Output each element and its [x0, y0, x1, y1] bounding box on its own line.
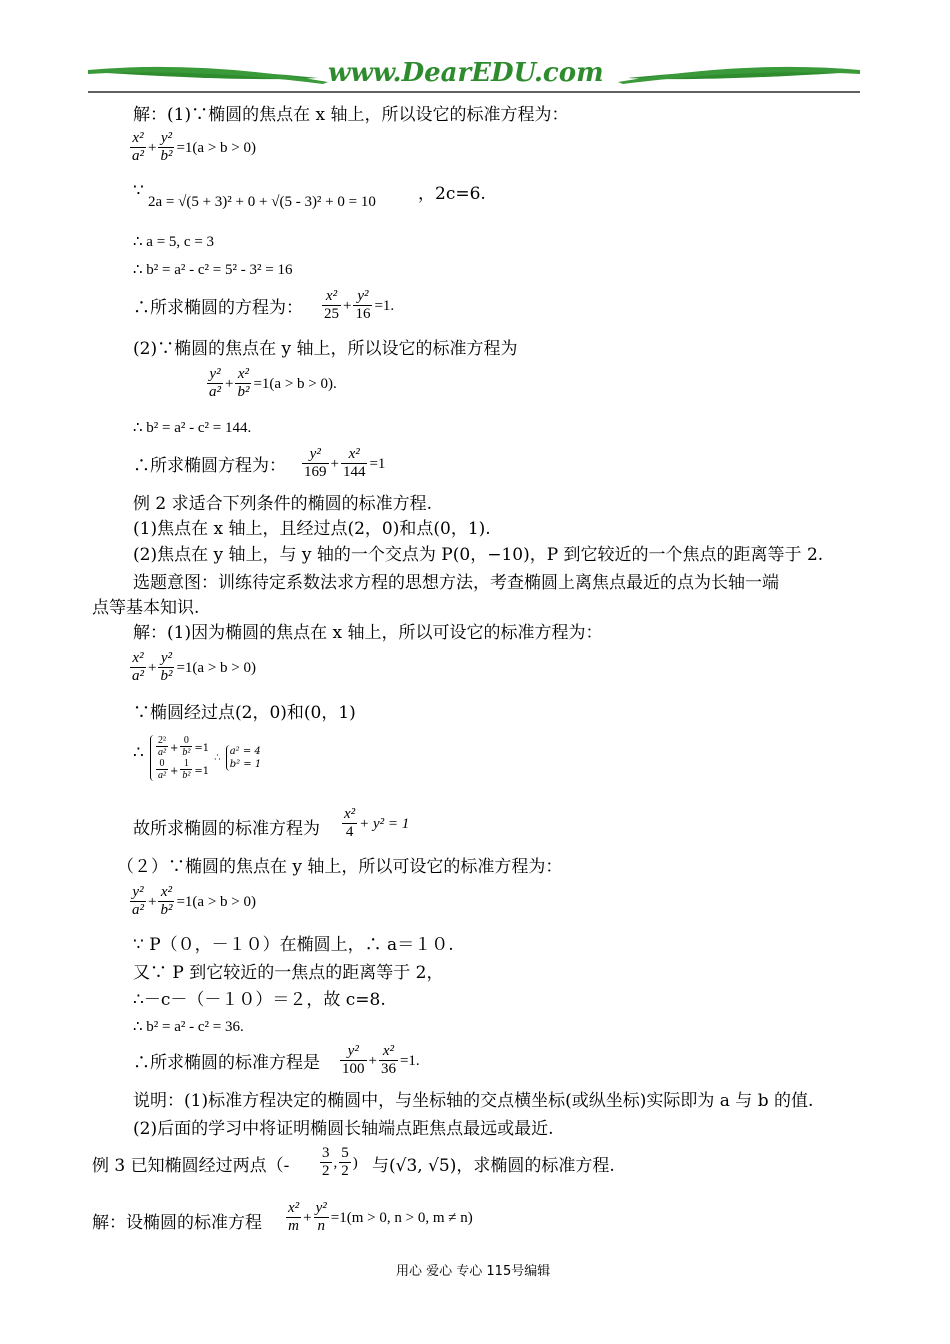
eq-2c: ，2c=6. [418, 184, 486, 204]
intent-line-1: 选题意图：训练待定系数法求方程的思想方法，考查椭圆上离焦点最近的点为长轴一端 [133, 573, 779, 593]
because-symbol: ∵ [133, 181, 144, 201]
c-value: ∴－c－（－１０）＝２，故 c=8. [133, 990, 386, 1010]
result-2-equation: $\frac{\text{y²}}{169}$ + $\frac{\text{x²}}{144}$ =1 [304, 446, 386, 480]
eq-b-squared-144: ∴ b² = a² - c² = 144. [133, 420, 252, 436]
note-1: 说明：(1)标准方程决定的椭圆中，与坐标轴的交点横坐标(或纵坐标)实际即为 a 与 b 的值. [133, 1091, 814, 1111]
eq-2a-distance: 2a = √(5 + 3)² + 0 + √(5 - 3)² + 0 = 10 [148, 194, 376, 210]
intent-line-2: 点等基本知识. [92, 598, 200, 618]
page-footer: 用心 爱心 专心 115号编辑 [396, 1264, 551, 1279]
result-1-label: ∴所求椭圆的方程为： [133, 298, 303, 318]
points-statement: ∵椭圆经过点(2，0)和(0，1) [133, 703, 356, 723]
example-2-title: 例 2 求适合下列条件的椭圆的标准方程. [133, 494, 433, 514]
eq-mn-form: $\frac{\text{x²}}{m}$ + $\frac{\text{y²}}{n}$ =1(m > 0, n > 0, m ≠ n) [288, 1200, 473, 1234]
site-header-banner [88, 58, 860, 98]
point-p-on-ellipse: ∵ P（０，－１０）在椭圆上，∴ a＝１０. [133, 935, 454, 955]
result-ex2-1-equation: $\frac{\text{x²}}{4}$ + y² = 1 [344, 806, 410, 840]
eq-b-squared-16: ∴ b² = a² - c² = 5² - 3² = 16 [133, 262, 293, 278]
result-ex2-1-label: 故所求椭圆的标准方程为 [133, 819, 320, 839]
solution-1-intro: 解：(1)∵椭圆的焦点在 x 轴上，所以设它的标准方程为： [133, 105, 569, 125]
solution-ex2-intro: 解：(1)因为椭圆的焦点在 x 轴上，所以可设它的标准方程为： [133, 623, 603, 643]
solution-ex3-lead: 解：设椭圆的标准方程 [92, 1213, 262, 1233]
example-2-part-1: (1)焦点在 x 轴上，且经过点(2，0)和点(0，1). [133, 519, 491, 539]
eq-standard-form-y: $\frac{\text{y²}}{\text{a²}}$ + $\frac{\text{x²}}{\text{b²}}$ =1(a > b > 0). [209, 366, 337, 400]
result-1-equation: $\frac{\text{x²}}{25}$ + $\frac{\text{y²}}{16}$ =1. [324, 288, 395, 322]
eq-standard-form-x-2: $\frac{\text{x²}}{\text{a²}}$ + $\frac{\text{y²}}{\text{b²}}$ =1(a > b > 0) [132, 650, 256, 684]
solution-2-intro: (2)∵椭圆的焦点在 y 轴上，所以设它的标准方程为 [133, 339, 518, 359]
site-logo-text: www.DearEDU.com [328, 58, 604, 88]
eq-standard-form-x: $\frac{\text{x²}}{\text{a²}}$ + $\frac{\text{y²}}{\text{b²}}$ =1(a > b > 0) [132, 130, 256, 164]
eq-b-squared-36: ∴ b² = a² - c² = 36. [133, 1019, 244, 1035]
result-2-label: ∴所求椭圆方程为： [133, 456, 286, 476]
equation-system: $\frac{\text{2²}}{\text{a²}}$ + $\frac{0}{\text{b²}}$ =1 $\frac{0}{\text{a²}}$ + $\frac{1}{\text{b²}}$ =1 ∴ a² = 4 b² = 1 [150, 735, 261, 781]
example-3-lead: 例 3 已知椭圆经过两点（- [92, 1156, 290, 1176]
example-3-tail: 与(√3, √5)，求椭圆的标准方程. [372, 1156, 615, 1176]
therefore-symbol: ∴ [133, 743, 144, 763]
result-ex2-2-label: ∴所求椭圆的标准方程是 [133, 1053, 320, 1073]
result-ex2-2-equation: $\frac{\text{y²}}{100}$ + $\frac{\text{x²}}{36}$ =1. [342, 1043, 420, 1077]
eq-a-c-values: ∴ a = 5, c = 3 [133, 234, 215, 250]
example-2-part-2: (2)焦点在 y 轴上，与 y 轴的一个交点为 P(0，−10)，P 到它较近的一个焦点的距离等于 2. [133, 545, 824, 565]
focus-distance: 又∵ P 到它较近的一焦点的距离等于 2， [133, 963, 444, 983]
note-2: (2)后面的学习中将证明椭圆长轴端点距焦点最远或最近. [133, 1119, 554, 1139]
solution-ex2-part2-intro: （２）∵椭圆的焦点在 y 轴上，所以可设它的标准方程为： [117, 857, 563, 877]
example-3-point-1: $\frac{3}{2}$ , $\frac{5}{2}$ ) [322, 1145, 358, 1179]
eq-standard-form-y-2: $\frac{\text{y²}}{\text{a²}}$ + $\frac{\text{x²}}{\text{b²}}$ =1(a > b > 0) [132, 884, 256, 918]
